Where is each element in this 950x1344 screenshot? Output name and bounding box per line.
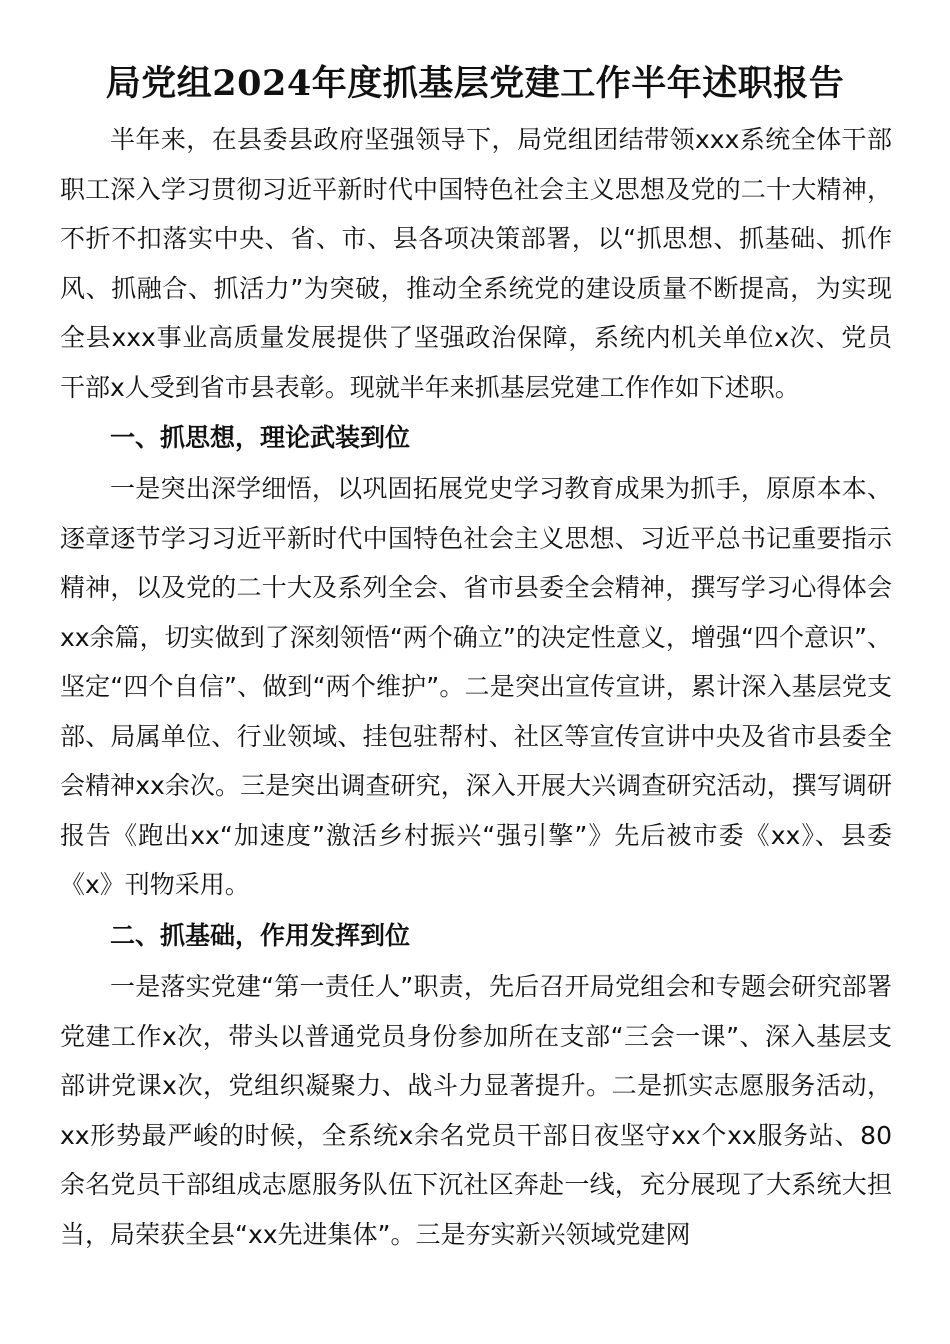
- section-paragraph-1: 一是突出深学细悟，以巩固拓展党史学习教育成果为抓手，原原本本、逐章逐节学习习近平新时代中国特色社会主义思想、习近平总书记重要指示精神，以及党的二十大及系列全会、省市县委全会精神，撰写学习心得体会xx余篇，切实做到了深刻领悟“两个确立”的决定性意义，增强“四个意识”、坚定“四个自信”、做到“两个维护”。二是突出宣传宣讲，累计深入基层党支部、局属单位、行业领域、挂包驻帮村、社区等宣传宣讲中央及省市县委全会精神xx余次。三是突出调查研究，深入开展大兴调查研究活动，撰写调研报告《跑出xx“加速度”激活乡村振兴“强引擎”》先后被市委《xx》、县委《x》刊物采用。: [60, 474, 892, 899]
- section-paragraph-2: 一是落实党建“第一责任人”职责，先后召开局党组会和专题会研究部署党建工作x次，带头以普通党员身份参加所在支部“三会一课”、深入基层支部讲党课x次，党组织凝聚力、战斗力显著提升。二是抓实志愿服务活动，xx形势最严峻的时候，全系统x余名党员干部日夜坚守xx个xx服务站、80余名党员干部组成志愿服务队伍下沉社区奔赴一线，充分展现了大系统大担当，局荣获全县“xx先进集体”。三是夯实新兴领域党建网: [60, 972, 892, 1249]
- intro-paragraph: 半年来，在县委县政府坚强领导下，局党组团结带领xxx系统全体干部职工深入学习贯彻习近平新时代中国特色社会主义思想及党的二十大精神，不折不扣落实中央、省、市、县各项决策部署，以“抓思想、抓基础、抓作风、抓融合、抓活力”为突破，推动全系统党的建设质量不断提高，为实现全县xxx事业高质量发展提供了坚强政治保障，系统内机关单位x次、党员干部x人受到省市县表彰。现就半年来抓基层党建工作作如下述职。: [60, 125, 892, 402]
- section-heading-2: 二、抓基础，作用发挥到位: [110, 921, 411, 950]
- section-heading-1: 一、抓思想，理论武装到位: [110, 423, 411, 452]
- document-title: 局党组2024年度抓基层党建工作半年述职报告: [105, 63, 845, 104]
